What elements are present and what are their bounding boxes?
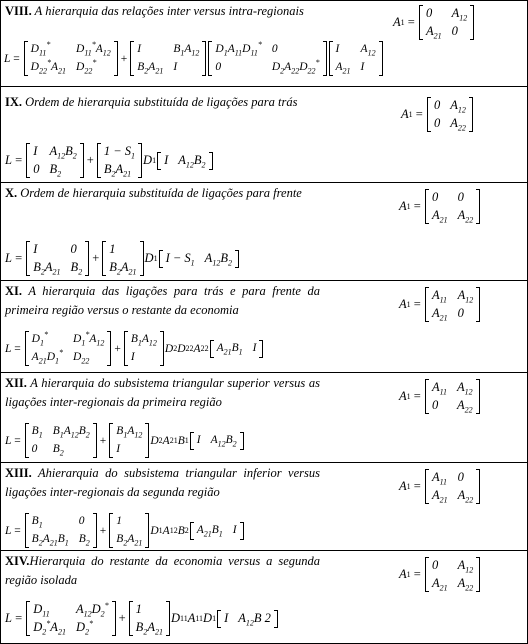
formula-a1: A 1 = $A_{11}$ 0 $A_{21}$ $A_{22}$ bbox=[399, 469, 481, 504]
formula-l: L = $D_{11}^*$ $D_{11}^*A_{12}$ $D_{22}^*A_{21}$ $D_{22}^*$ + I $B_1A_{12}$ $B_2A_{21}$ I $D_1A_{11}D_{11}^*$ 0 0 $D_2A_{22}D_{22}^*$ I $A_{12}$ $A_{21}$ I bbox=[4, 41, 384, 76]
section-title: XIII. Ahierarquia do subsistema triangular inferior versus ligações inter-regionais da segunda região bbox=[5, 466, 320, 499]
section-title: IX. Ordem de hierarquia substituída de ligações para trás bbox=[5, 95, 298, 109]
section-xiii bbox=[0, 462, 528, 551]
section-viii bbox=[0, 0, 528, 87]
formula-l: L = $D_1^*$ $D_1^*A_{12}$ $A_{21}D_1^*$ $D_{22}$ + $B_1A_{12}$ I D 2 D 22 A 22 $A_{21}B_1$ I bbox=[5, 331, 264, 366]
formula-a1: A 1 = 0 0 $A_{21}$ $A_{22}$ bbox=[399, 189, 481, 224]
formula-a1: A 1 = $A_{11}$ $A_{12}$ 0 $A_{22}$ bbox=[399, 379, 481, 414]
formula-l: L = $D_{11}$ $A_{12}D_2^*$ $D_2^*A_{21}$ $D_2^*$ + 1 $B_2A_{21}$ D 11 A 11 D 1 I $A_{12}B$ 2 bbox=[5, 601, 279, 636]
section-xi bbox=[0, 280, 528, 373]
formula-a1: A 1 = $A_{11}$ $A_{12}$ $A_{21}$ 0 bbox=[399, 287, 481, 322]
formula-l: L = $B_1$ 0 $B_2A_{21}B_1$ $B_2$ + 1 $B_2A_{21}$ D 1 A 12 B 2 $A_{21}B_1$ I bbox=[5, 513, 245, 548]
formula-l: L = I 0 $B_2A_{21}$ $B_2$ + 1 $B_2A_{21}$ D 1 $I - S_1$ $A_{12}B_2$ bbox=[5, 241, 240, 276]
section-title: X. Ordem de hierarquia substituída de ligações para frente bbox=[5, 186, 302, 200]
section-x bbox=[0, 182, 528, 281]
section-title: VIII. A hierarquia das relações inter versus intra-regionais bbox=[5, 4, 304, 18]
section-title: XI. A hierarquia das ligações para trás e para frente da primeira região versus o restante da economia bbox=[5, 284, 320, 317]
formula-a1: A 1 = 0 $A_{12}$ $A_{21}$ $A_{22}$ bbox=[399, 557, 481, 592]
formula-l: L = $B_1$ $B_1A_{12}B_2$ 0 $B_2$ + $B_1A_{12}$ I D 2 A 21 B 1 I $A_{12}B_2$ bbox=[5, 423, 245, 458]
formula-a1: A 1 = 0 $A_{12}$ 0 $A_{22}$ bbox=[401, 97, 474, 132]
section-xii bbox=[0, 372, 528, 463]
section-ix bbox=[0, 86, 528, 183]
formula-l: L = I $A_{12}B_2$ 0 $B_2$ + $1 - S_1$ $B_2A_{21}$ D 1 I $A_{12}B_2$ bbox=[5, 143, 214, 178]
section-title: XIV.Hierarquia do restante da economia versus a segunda região isolada bbox=[5, 554, 320, 587]
section-xiv bbox=[0, 550, 528, 644]
formula-a1: A 1 = 0 $A_{12}$ $A_{21}$ 0 bbox=[393, 5, 475, 40]
section-title: XII. A hierarquia do subsistema triangular superior versus as ligações inter-regionais da primeira região bbox=[5, 376, 320, 409]
